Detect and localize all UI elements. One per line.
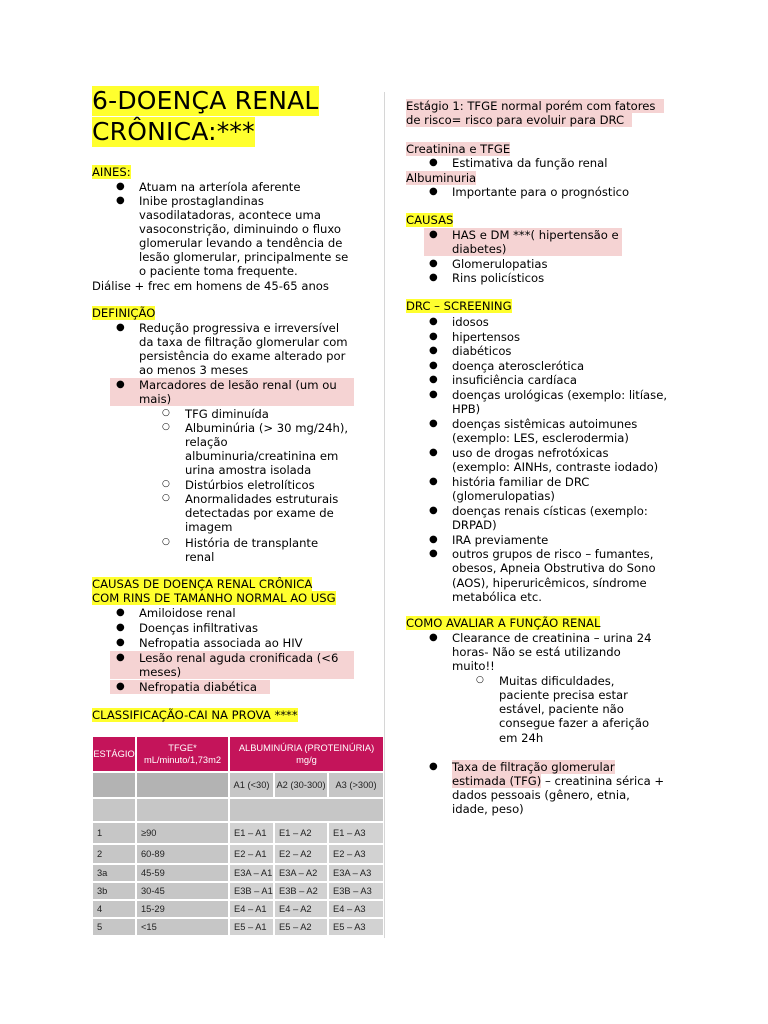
screening-item-text: DRPAD): [452, 517, 497, 532]
creatinina-item: Estimativa da função renal: [452, 156, 608, 170]
table-cell: E2 – A3: [328, 844, 384, 864]
table-header-tfge: [136, 736, 229, 772]
table-spacer: [229, 798, 384, 822]
table-cell: 4: [92, 900, 136, 918]
classificacao-heading: CLASSIFICAÇÃO-CAI NA PROVA ****: [92, 708, 298, 722]
screening-item-text: diabéticos: [452, 344, 512, 359]
screening-item-text: (exemplo: AINHs, contraste iodado): [452, 460, 659, 475]
table-cell: 3a: [92, 864, 136, 882]
bullet-icon: ●: [116, 637, 125, 648]
definicao-sub-text: Distúrbios eletrolíticos: [185, 478, 315, 492]
albuminuria-header-line: mg/g: [296, 755, 317, 765]
definicao-sub-text: Anormalidades estruturais: [185, 492, 339, 506]
table-cell: E3B – A2: [274, 882, 328, 900]
circle-bullet-icon: ○: [162, 479, 170, 489]
causas-item: Rins policísticos: [452, 271, 545, 285]
table-cell: E3A – A3: [328, 864, 384, 882]
table-cell: E5 – A2: [274, 918, 328, 936]
bullet-icon: ●: [429, 345, 438, 357]
circle-bullet-icon: ○: [162, 537, 170, 547]
screening-item-text: metabólica etc.: [452, 590, 542, 604]
screening-item-text: (glomerulopatias): [452, 489, 555, 503]
screening-heading: DRC – SCREENING: [406, 299, 512, 313]
screening-item-text: HPB): [452, 402, 481, 417]
table-cell: E2 – A2: [274, 844, 328, 864]
causas-usg-item: Nefropatia diabética: [139, 680, 257, 694]
page-title-line2: CRÔNICA:***: [92, 117, 255, 146]
albuminuria-item: Importante para o prognóstico: [452, 185, 630, 199]
screening-item-text: IRA previamente: [452, 532, 549, 547]
causas-item: Glomerulopatias: [452, 257, 548, 271]
definicao-sub-text: relação: [185, 435, 228, 449]
aines-item-text: vasodilatadoras, acontece uma: [139, 208, 321, 222]
screening-item-text: idosos: [452, 315, 489, 329]
aines-item-text: glomerular levando a tendência de: [139, 236, 343, 250]
definicao-text: Marcadores de lesão renal (um ou: [139, 378, 337, 392]
table-cell: 1: [92, 822, 136, 844]
table-cell: E3B – A3: [328, 882, 384, 900]
bullet-icon: ●: [116, 195, 125, 206]
bullet-icon: ●: [429, 374, 438, 386]
bullet-icon: ●: [429, 157, 438, 168]
aines-item-text: lesão glomerular, principalmente se: [139, 250, 349, 264]
screening-item-text: doenças renais císticas (exemplo:: [452, 503, 648, 518]
bullet-icon: ●: [116, 681, 125, 692]
avaliar-sub: Muitas dificuldades,: [499, 674, 615, 688]
avaliar-item2-rest: dados pessoais (gênero, etnia,: [452, 788, 630, 802]
screening-item-text: uso de drogas nefrotóxicas: [452, 445, 609, 460]
albuminuria-header-line: ALBUMINÚRIA (PROTEINÚRIA): [238, 743, 375, 753]
bullet-icon: ●: [429, 316, 438, 327]
screening-item-text: (exemplo: LES, esclerodermia): [452, 431, 629, 446]
table-cell: E4 – A3: [328, 900, 384, 918]
bullet-icon: ●: [429, 330, 438, 342]
bullet-icon: ●: [429, 258, 438, 269]
causas-usg-item: Lesão renal aguda cronificada (<6: [139, 651, 339, 665]
table-cell: 15-29: [136, 900, 229, 918]
causas-usg-item: meses): [139, 665, 182, 679]
creatinina-heading: Creatinina e TFGE: [406, 142, 511, 156]
bullet-icon: ●: [116, 322, 125, 333]
estagio1-text: Estágio 1: TFGE normal porém com fatores: [406, 99, 656, 113]
table-cell: E3A – A2: [274, 864, 328, 882]
bullet-icon: ●: [429, 533, 438, 545]
avaliar-item: Clearance de creatinina – urina 24: [452, 631, 652, 645]
table-cell: 30-45: [136, 882, 229, 900]
causas-usg-item: Amiloidose renal: [139, 606, 236, 620]
circle-bullet-icon: ○: [162, 408, 170, 418]
table-header-estagio: ESTÁGIO: [92, 736, 136, 772]
table-subheader-blank: [136, 772, 229, 798]
screening-item-text: (AOS), hiperuricêmicos, síndrome: [452, 575, 647, 590]
screening-item-text: doença aterosclerótica: [452, 358, 585, 373]
circle-bullet-icon: ○: [162, 422, 170, 432]
table-cell: E3B – A1: [229, 882, 274, 900]
tfge-header-line: mL/minuto/1,73m2: [144, 755, 221, 765]
circle-bullet-icon: ○: [476, 675, 484, 685]
definicao-text: ao menos 3 meses: [139, 363, 249, 377]
aines-item-text: vasoconstrição, diminuindo o fluxo: [139, 222, 341, 236]
causas-usg-item: Nefropatia associada ao HIV: [139, 636, 303, 650]
avaliar-sub: consegue fazer a aferição: [499, 716, 650, 730]
avaliar-heading: COMO AVALIAR A FUNÇÃO RENAL: [406, 616, 601, 630]
table-spacer: [92, 798, 136, 822]
page-title-line1: 6-DOENÇA RENAL: [92, 86, 319, 115]
table-cell: E4 – A1: [229, 900, 274, 918]
avaliar-sub: em 24h: [499, 731, 544, 745]
circle-bullet-icon: ○: [162, 493, 170, 503]
causas-usg-heading: COM RINS DE TAMANHO NORMAL AO USG: [92, 591, 336, 605]
aines-note: Diálise + frec em homens de 45-65 anos: [92, 279, 329, 293]
table-cell: 60-89: [136, 844, 229, 864]
bullet-icon: ●: [429, 761, 438, 772]
albuminuria-heading: Albuminuria: [406, 171, 477, 185]
definicao-heading: DEFINIÇÃO: [92, 306, 156, 320]
table-cell: E5 – A3: [328, 918, 384, 936]
bullet-icon: ●: [429, 229, 438, 240]
avaliar-item2-rest: idade, peso): [452, 802, 524, 816]
table-subheader-cell: A1 (<30): [229, 772, 274, 798]
definicao-text: mais): [139, 392, 172, 406]
estagio1-text: de risco= risco para evoluir para DRC: [406, 113, 625, 127]
table-cell: <15: [136, 918, 229, 936]
avaliar-sub: estável, paciente não: [499, 702, 624, 716]
definicao-sub-text: História de transplante: [185, 536, 319, 550]
definicao-sub-text: Albuminúria (> 30 mg/24h),: [185, 421, 349, 435]
causas-heading: CAUSAS: [406, 213, 454, 227]
definicao-text: da taxa de filtração glomerular com: [139, 335, 348, 349]
bullet-icon: ●: [116, 652, 125, 663]
table-cell: 3b: [92, 882, 136, 900]
table-spacer: [136, 798, 229, 822]
aines-item-text: o paciente toma frequente.: [139, 264, 298, 278]
bullet-icon: ●: [429, 272, 438, 283]
column-divider: [384, 92, 385, 938]
avaliar-item: muito!!: [452, 659, 495, 673]
causas-usg-item: Doenças infiltrativas: [139, 621, 258, 635]
avaliar-item2-highlight: Taxa de filtração glomerular: [452, 760, 615, 774]
bullet-icon: ●: [429, 186, 438, 197]
avaliar-item2-line: [452, 774, 664, 788]
causas-usg-heading: CAUSAS DE DOENÇA RENAL CRÔNICA: [92, 577, 313, 591]
table-subheader-cell: A2 (30-300): [274, 772, 328, 798]
bullet-icon: ●: [429, 475, 438, 487]
table-cell: E1 – A3: [328, 822, 384, 844]
definicao-text: Redução progressiva e irreversível: [139, 321, 340, 335]
table-cell: E4 – A2: [274, 900, 328, 918]
table-cell: 2: [92, 844, 136, 864]
table-subheader-blank: [92, 772, 136, 798]
bullet-icon: ●: [116, 379, 125, 390]
aines-item-text: Atuam na arteríola aferente: [139, 180, 301, 194]
avaliar-item2-rest: – creatinina sérica +: [541, 774, 665, 788]
table-cell: E1 – A1: [229, 822, 274, 844]
definicao-sub-text: urina amostra isolada: [185, 463, 312, 477]
tfge-header-line: TFGE*: [168, 743, 197, 753]
aines-heading: AINES:: [92, 165, 131, 179]
definicao-sub-text: detectadas por exame de: [185, 506, 334, 520]
screening-item-text: insuficiência cardíaca: [452, 373, 577, 388]
bullet-icon: ●: [116, 622, 125, 633]
definicao-sub-text: renal: [185, 550, 215, 564]
table-cell: E5 – A1: [229, 918, 274, 936]
kdigo-table-grid: [92, 736, 384, 932]
avaliar-sub: paciente precisa estar: [499, 688, 628, 702]
table-subheader-cell: A3 (>300): [328, 772, 384, 798]
table-cell: ≥90: [136, 822, 229, 844]
avaliar-item: horas- Não se está utilizando: [452, 645, 621, 659]
bullet-icon: ●: [429, 446, 438, 458]
screening-item-text: obesos, Apneia Obstrutiva do Sono: [452, 561, 656, 576]
definicao-sub-text: albuminuria/creatinina em: [185, 449, 339, 463]
bullet-icon: ●: [116, 181, 125, 192]
bullet-icon: ●: [429, 359, 438, 371]
causas-item: HAS e DM ***( hipertensão e: [452, 228, 619, 242]
causas-item: diabetes): [452, 242, 507, 256]
avaliar-item2-highlight: estimada (TFG): [452, 774, 542, 788]
bullet-icon: ●: [429, 548, 438, 560]
bullet-icon: ●: [116, 607, 125, 618]
table-cell: 45-59: [136, 864, 229, 882]
table-cell: 5: [92, 918, 136, 936]
bullet-icon: ●: [429, 417, 438, 429]
screening-item-text: doenças sistêmicas autoimunes: [452, 416, 638, 431]
bullet-icon: ●: [429, 389, 438, 400]
screening-item-text: hipertensos: [452, 329, 521, 344]
definicao-sub-text: imagem: [185, 520, 233, 534]
table-cell: E3A – A1: [229, 864, 274, 882]
screening-item-text: história familiar de DRC: [452, 474, 590, 489]
table-header-albuminuria: [229, 736, 384, 772]
table-cell: E2 – A1: [229, 844, 274, 864]
bullet-icon: ●: [429, 632, 438, 643]
definicao-text: persistência do exame alterado por: [139, 349, 346, 363]
aines-item-text: Inibe prostaglandinas: [139, 194, 264, 208]
screening-item-text: doenças urológicas (exemplo: litíase,: [452, 388, 668, 402]
bullet-icon: ●: [429, 504, 438, 516]
screening-item-text: outros grupos de risco – fumantes,: [452, 547, 654, 562]
definicao-sub-text: TFG diminuída: [185, 407, 269, 421]
table-cell: E1 – A2: [274, 822, 328, 844]
